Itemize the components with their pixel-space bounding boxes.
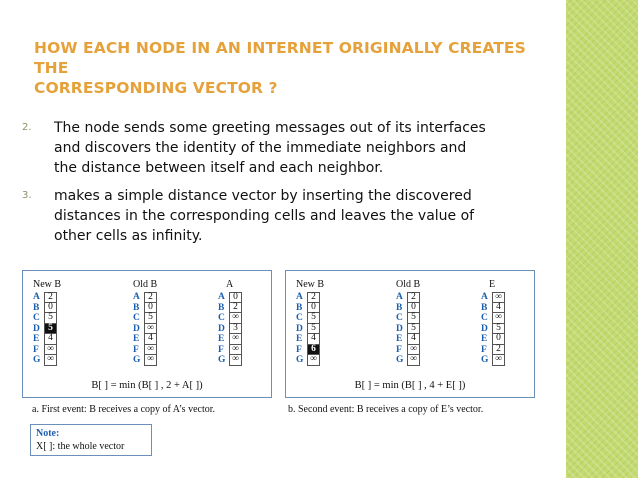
node-label: F bbox=[218, 344, 224, 355]
vector-row bbox=[296, 324, 356, 335]
distance-cell: 5 bbox=[144, 313, 157, 324]
panel-second-event bbox=[285, 270, 535, 398]
node-label: G bbox=[133, 355, 141, 366]
list-item-number: 2. bbox=[22, 122, 32, 133]
node-label: D bbox=[133, 323, 140, 334]
distance-cell: 2 bbox=[307, 292, 320, 303]
vector-row bbox=[218, 324, 278, 335]
vector-row bbox=[218, 334, 278, 345]
vector-row bbox=[33, 345, 93, 356]
node-label: B bbox=[296, 302, 303, 313]
vector-row bbox=[396, 313, 456, 324]
vector-row bbox=[218, 292, 278, 303]
vector-row bbox=[396, 345, 456, 356]
distance-cell: 4 bbox=[492, 303, 505, 314]
vector-table bbox=[481, 278, 541, 366]
distance-cell: 0 bbox=[307, 303, 320, 314]
vector-header: New B bbox=[296, 279, 325, 290]
vector-row bbox=[481, 313, 541, 324]
decorative-side-band bbox=[566, 0, 638, 478]
vector-row bbox=[133, 292, 193, 303]
list-item-text bbox=[54, 186, 552, 246]
vector-row bbox=[33, 355, 93, 366]
slide-title bbox=[34, 38, 554, 98]
node-label: D bbox=[396, 323, 403, 334]
distance-cell: 0 bbox=[44, 303, 57, 314]
node-label: G bbox=[396, 355, 404, 366]
vector-row bbox=[133, 345, 193, 356]
vector-row bbox=[218, 303, 278, 314]
figure-caption: a. First event: B receives a copy of A’s vector. bbox=[32, 404, 216, 415]
distance-cell: ∞ bbox=[144, 324, 157, 335]
node-label: G bbox=[218, 355, 226, 366]
vector-row bbox=[396, 355, 456, 366]
distance-cell: 3 bbox=[229, 324, 242, 335]
node-label: A bbox=[296, 292, 303, 303]
distance-cell: 5 bbox=[492, 324, 505, 335]
node-label: B bbox=[396, 302, 403, 313]
update-formula: B[ ] = min (B[ ] , 4 + E[ ]) bbox=[354, 380, 466, 391]
vector-row bbox=[33, 334, 93, 345]
vector-row bbox=[133, 303, 193, 314]
vector-row bbox=[133, 355, 193, 366]
updated-distance-cell: 6 bbox=[307, 345, 320, 356]
list-item bbox=[22, 186, 552, 246]
node-label: A bbox=[218, 292, 225, 303]
vector-table bbox=[133, 278, 193, 366]
vector-header: Old B bbox=[133, 279, 158, 290]
node-label: B bbox=[133, 302, 140, 313]
distance-cell: ∞ bbox=[407, 345, 420, 356]
text-line: and discovers the identity of the immediate neighbors and bbox=[54, 140, 467, 156]
node-label: C bbox=[218, 313, 225, 324]
distance-cell: 0 bbox=[144, 303, 157, 314]
distance-cell: 2 bbox=[492, 345, 505, 356]
node-label: G bbox=[33, 355, 41, 366]
distance-cell: ∞ bbox=[44, 355, 57, 366]
update-formula: B[ ] = min (B[ ] , 2 + A[ ]) bbox=[91, 380, 203, 391]
node-label: B bbox=[218, 302, 225, 313]
vector-row bbox=[296, 313, 356, 324]
distance-cell: ∞ bbox=[407, 355, 420, 366]
vector-table bbox=[33, 278, 93, 366]
vector-row bbox=[33, 303, 93, 314]
vector-row bbox=[296, 334, 356, 345]
distance-cell: ∞ bbox=[492, 313, 505, 324]
node-label: C bbox=[296, 313, 303, 324]
vector-row bbox=[33, 292, 93, 303]
distance-cell: ∞ bbox=[492, 355, 505, 366]
text-line: The node sends some greeting messages out of its interfaces bbox=[54, 120, 486, 136]
distance-cell: 4 bbox=[44, 334, 57, 345]
vector-row bbox=[396, 334, 456, 345]
distance-cell: 0 bbox=[229, 292, 242, 303]
node-label: E bbox=[481, 334, 488, 345]
vector-row bbox=[481, 292, 541, 303]
vector-row bbox=[296, 292, 356, 303]
node-label: D bbox=[296, 323, 303, 334]
distance-cell: 4 bbox=[407, 334, 420, 345]
vector-row bbox=[481, 345, 541, 356]
vector-row bbox=[218, 355, 278, 366]
distance-cell: 0 bbox=[407, 303, 420, 314]
list-item-text bbox=[54, 118, 552, 178]
node-label: F bbox=[396, 344, 402, 355]
vector-row bbox=[33, 324, 93, 335]
vector-row bbox=[481, 303, 541, 314]
distance-cell: ∞ bbox=[144, 345, 157, 356]
vector-header: New B bbox=[33, 279, 62, 290]
vector-row bbox=[481, 324, 541, 335]
node-label: D bbox=[218, 323, 225, 334]
vector-row bbox=[296, 345, 356, 356]
node-label: D bbox=[33, 323, 40, 334]
title-line-1: HOW EACH NODE IN AN INTERNET ORIGINALLY CREATES THE bbox=[34, 39, 526, 77]
panel-first-event bbox=[22, 270, 272, 398]
node-label: D bbox=[481, 323, 488, 334]
node-label: E bbox=[396, 334, 403, 345]
distance-cell: 5 bbox=[407, 313, 420, 324]
numbered-list bbox=[22, 118, 552, 254]
distance-cell: 4 bbox=[144, 334, 157, 345]
node-label: E bbox=[33, 334, 40, 345]
text-line: makes a simple distance vector by inserting the discovered bbox=[54, 188, 472, 204]
distance-cell: ∞ bbox=[492, 292, 505, 303]
node-label: C bbox=[481, 313, 488, 324]
vector-row bbox=[33, 313, 93, 324]
node-label: E bbox=[133, 334, 140, 345]
node-label: F bbox=[296, 344, 302, 355]
node-label: E bbox=[218, 334, 225, 345]
distance-cell: 5 bbox=[307, 324, 320, 335]
node-label: F bbox=[33, 344, 39, 355]
vector-row bbox=[396, 303, 456, 314]
title-line-2: CORRESPONDING VECTOR ? bbox=[34, 79, 278, 97]
distance-cell: 5 bbox=[307, 313, 320, 324]
distance-cell: 0 bbox=[492, 334, 505, 345]
distance-cell: 5 bbox=[407, 324, 420, 335]
note-box bbox=[30, 424, 152, 456]
distance-cell: 2 bbox=[407, 292, 420, 303]
text-line: the distance between itself and each neighbor. bbox=[54, 160, 384, 176]
node-label: A bbox=[33, 292, 40, 303]
distance-cell: ∞ bbox=[307, 355, 320, 366]
list-item-number: 3. bbox=[22, 190, 32, 201]
node-label: C bbox=[133, 313, 140, 324]
vector-table bbox=[396, 278, 456, 366]
node-label: A bbox=[481, 292, 488, 303]
distance-cell: ∞ bbox=[229, 345, 242, 356]
node-label: C bbox=[396, 313, 403, 324]
distance-cell: 2 bbox=[44, 292, 57, 303]
node-label: A bbox=[133, 292, 140, 303]
node-label: F bbox=[133, 344, 139, 355]
vector-row bbox=[133, 324, 193, 335]
vector-row bbox=[396, 324, 456, 335]
vector-header: Old B bbox=[396, 279, 421, 290]
vector-row bbox=[218, 313, 278, 324]
distance-cell: 5 bbox=[44, 313, 57, 324]
vector-row bbox=[133, 313, 193, 324]
distance-vector-figure bbox=[22, 270, 542, 460]
distance-cell: 4 bbox=[307, 334, 320, 345]
distance-cell: ∞ bbox=[229, 355, 242, 366]
vector-header: A bbox=[226, 279, 234, 290]
text-line: other cells as infinity. bbox=[54, 228, 203, 244]
vector-row bbox=[296, 303, 356, 314]
node-label: C bbox=[33, 313, 40, 324]
vector-row bbox=[396, 292, 456, 303]
updated-distance-cell: 5 bbox=[44, 324, 57, 335]
list-item bbox=[22, 118, 552, 178]
distance-cell: 2 bbox=[229, 303, 242, 314]
vector-header: E bbox=[489, 279, 496, 290]
vector-row bbox=[481, 334, 541, 345]
vector-row bbox=[296, 355, 356, 366]
vector-row bbox=[218, 345, 278, 356]
note-text: X[ ]: the whole vector bbox=[36, 441, 125, 452]
vector-table bbox=[296, 278, 356, 366]
distance-cell: ∞ bbox=[44, 345, 57, 356]
figure-caption: b. Second event: B receives a copy of E’s vector. bbox=[288, 404, 484, 415]
node-label: G bbox=[481, 355, 489, 366]
distance-cell: ∞ bbox=[229, 334, 242, 345]
node-label: A bbox=[396, 292, 403, 303]
distance-cell: 2 bbox=[144, 292, 157, 303]
vector-table bbox=[218, 278, 278, 366]
node-label: G bbox=[296, 355, 304, 366]
vector-row bbox=[133, 334, 193, 345]
node-label: B bbox=[481, 302, 488, 313]
text-line: distances in the corresponding cells and leaves the value of bbox=[54, 208, 475, 224]
distance-cell: ∞ bbox=[144, 355, 157, 366]
node-label: B bbox=[33, 302, 40, 313]
node-label: F bbox=[481, 344, 487, 355]
node-label: E bbox=[296, 334, 303, 345]
note-label: Note: bbox=[36, 428, 60, 439]
distance-cell: ∞ bbox=[229, 313, 242, 324]
vector-row bbox=[481, 355, 541, 366]
